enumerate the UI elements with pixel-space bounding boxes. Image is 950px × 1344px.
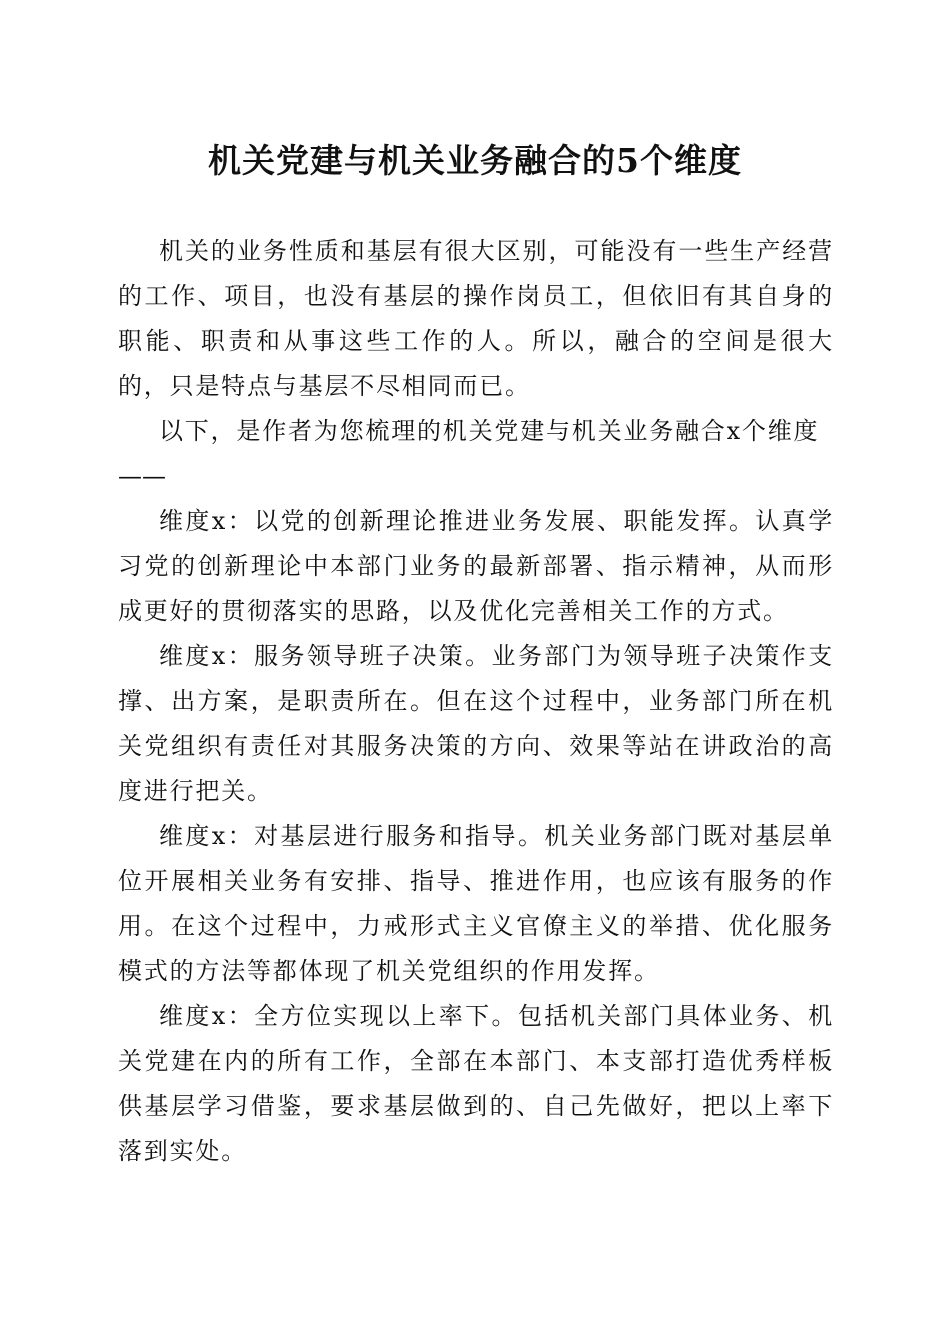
dimension-paragraph-1: 维度x：以党的创新理论推进业务发展、职能发挥。认真学习党的创新理论中本部门业务的最新部署、指示精神，从而形成更好的贯彻落实的思路，以及优化完善相关工作的方式。	[118, 507, 834, 625]
dimension-paragraph-4: 维度x：全方位实现以上率下。包括机关部门具体业务、机关党建在内的所有工作，全部在本部门、本支部打造优秀样板供基层学习借鉴，要求基层做到的、自己先做好，把以上率下落到实处。	[118, 1002, 834, 1165]
dash-separator: ——	[118, 462, 166, 490]
document-title: 机关党建与机关业务融合的5个维度	[208, 141, 742, 180]
dimension-paragraph-3: 维度x：对基层进行服务和指导。机关业务部门既对基层单位开展相关业务有安排、指导、推进作用，也应该有服务的作用。在这个过程中，力戒形式主义官僚主义的举措、优化服务模式的方法等都体现了机关党组织的作用发挥。	[118, 822, 834, 985]
document-body	[118, 229, 834, 1174]
lead-in-paragraph: 以下，是作者为您梳理的机关党建与机关业务融合x个维度	[159, 417, 820, 445]
dimension-paragraph-2: 维度x：服务领导班子决策。业务部门为领导班子决策作支撑、出方案，是职责所在。但在这个过程中，业务部门所在机关党组织有责任对其服务决策的方向、效果等站在讲政治的高度进行把关。	[118, 642, 834, 805]
intro-paragraph: 机关的业务性质和基层有很大区别，可能没有一些生产经营的工作、项目，也没有基层的操作岗员工，但依旧有其自身的职能、职责和从事这些工作的人。所以，融合的空间是很大的，只是特点与基层不尽相同而已。	[118, 237, 834, 400]
